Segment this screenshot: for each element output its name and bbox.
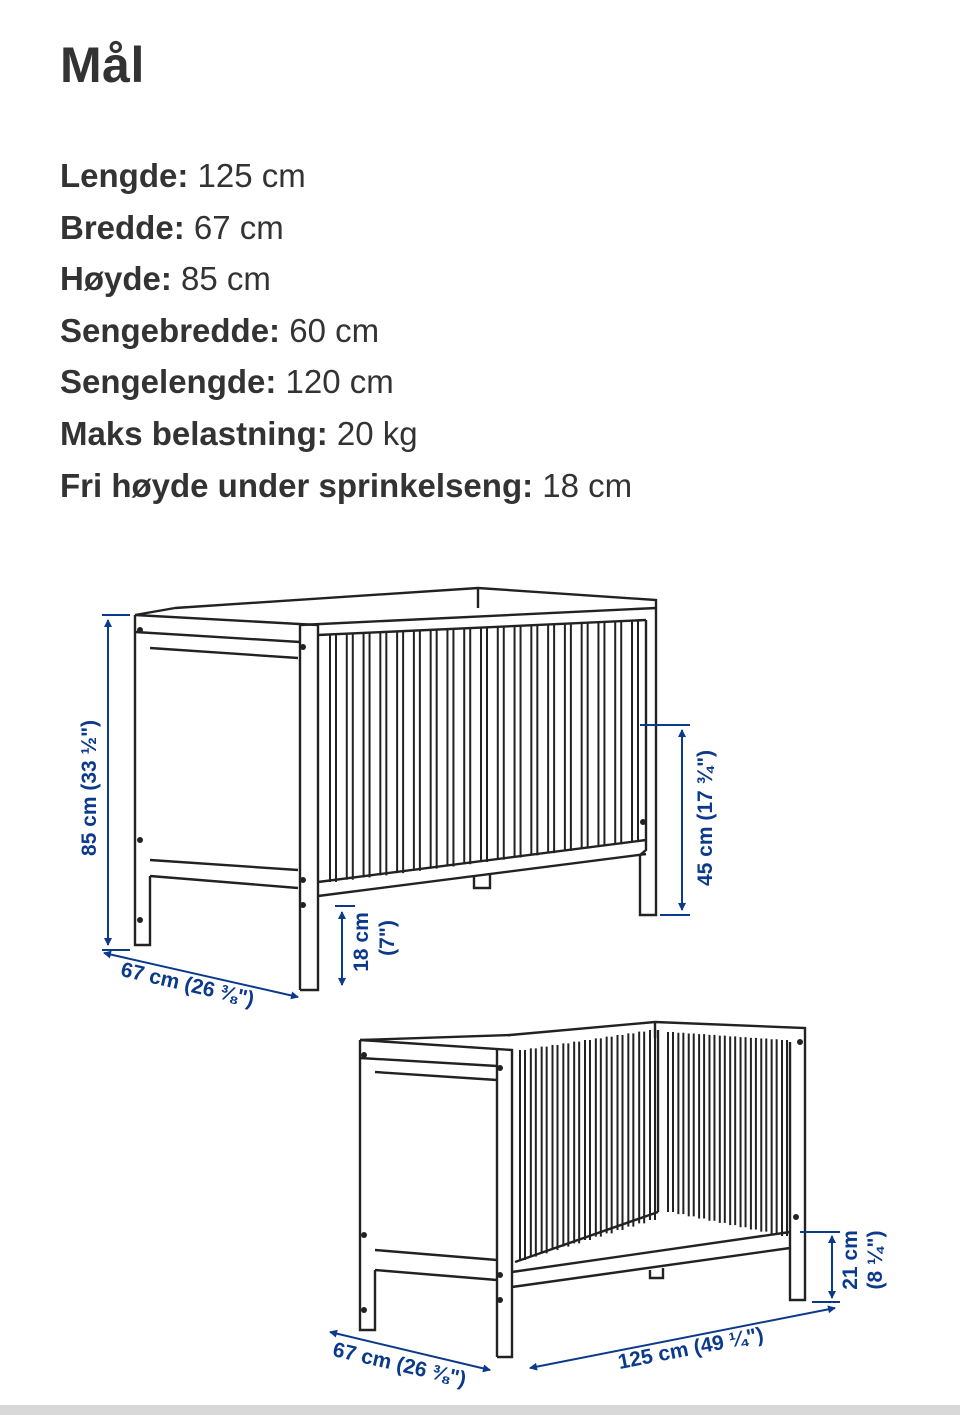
length-125-label: 125 cm (49 ¼"): [616, 1323, 766, 1375]
rail-45-label: 45 cm (17 ¾"): [694, 749, 717, 887]
spec-label: Maks belastning:: [60, 414, 328, 452]
spec-value: 60 cm: [280, 311, 380, 349]
spec-value: 85 cm: [171, 260, 271, 298]
crib-slats-top: [330, 621, 638, 882]
crib-illustration-bottom: [360, 1022, 805, 1357]
bolt-dots-bottom: [361, 1039, 803, 1313]
page-title: Mål: [60, 37, 145, 93]
spec-clearance: [60, 460, 632, 512]
dimension-list: [60, 150, 632, 511]
base-21-label: 21 cm: [839, 1230, 862, 1290]
height-85-label: 85 cm (33 ½"): [78, 719, 101, 857]
bottom-scroll-edge: [0, 1405, 960, 1415]
base-8-label: (8 ¼"): [864, 1230, 887, 1290]
spec-label: Lengde:: [60, 157, 189, 194]
spec-label: Høyde:: [60, 260, 172, 298]
spec-label: Bredde:: [60, 208, 185, 246]
bolt-dots-top: [137, 627, 646, 923]
crib-dimension-diagram: [0, 560, 960, 1405]
spec-bed-length: [60, 356, 632, 408]
spec-value: 67 cm: [184, 208, 284, 246]
spec-label: Sengebredde:: [60, 311, 281, 349]
spec-length: [60, 150, 632, 202]
clearance-18-label: 18 cm: [350, 912, 373, 972]
spec-value: 125 cm: [188, 157, 306, 194]
spec-height: [60, 253, 632, 305]
depth-67-bottom-label: 67 cm (26 ⅜"): [330, 1338, 469, 1392]
spec-label: Sengelengde:: [60, 363, 277, 401]
spec-width: [60, 202, 632, 254]
spec-value: 18 cm: [533, 466, 633, 504]
depth-67-top-label: 67 cm (26 ⅜"): [118, 958, 257, 1012]
spec-max-load: [60, 408, 632, 460]
spec-value: 120 cm: [276, 363, 394, 401]
spec-bed-width: [60, 305, 632, 357]
clearance-7-label: (7"): [376, 920, 399, 956]
crib-slats-bottom: [520, 1030, 787, 1260]
spec-value: 20 kg: [327, 414, 418, 452]
spec-label: Fri høyde under sprinkelseng:: [60, 466, 534, 504]
